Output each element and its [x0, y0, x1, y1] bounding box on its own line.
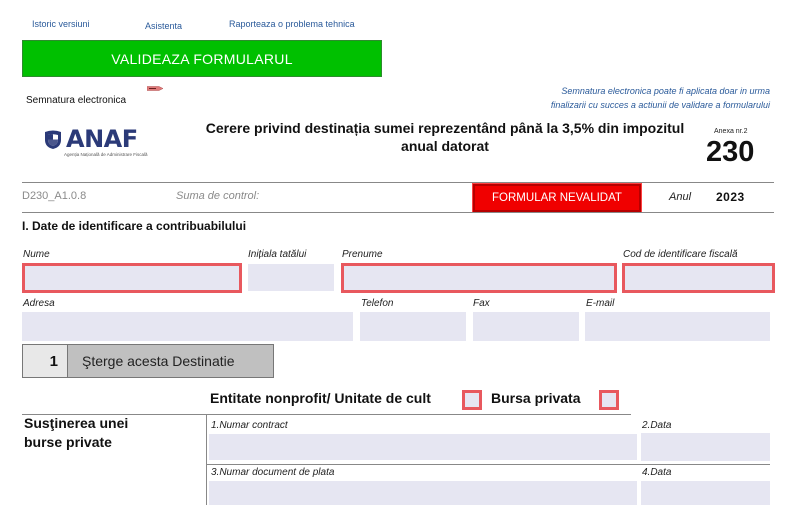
divider — [22, 212, 774, 213]
delete-destination-button[interactable]: Şterge acesta Destinatie — [67, 344, 274, 378]
year-label: Anul — [669, 191, 692, 203]
email-label: E-mail — [586, 298, 615, 309]
telefon-label: Telefon — [361, 298, 394, 309]
checksum-label: Suma de control: — [176, 190, 260, 202]
email-input[interactable] — [585, 312, 770, 341]
nonprofit-option-label: Entitate nonprofit/ Unitate de cult — [210, 390, 431, 406]
anaf-logo — [44, 125, 164, 162]
private-scholarship-option-label: Bursa privata — [491, 390, 581, 406]
payment-doc-label: 3.Numar document de plata — [211, 467, 335, 478]
signature-note: Semnatura electronica poate fi aplicata doar in urma finalizarii cu succes a actiunii de validare a formularului — [550, 86, 770, 110]
nume-label: Nume — [23, 249, 50, 260]
destination-number: 1 — [22, 344, 68, 378]
year-value: 2023 — [716, 190, 745, 204]
private-scholarship-checkbox[interactable] — [599, 390, 619, 410]
initiala-input[interactable] — [248, 264, 334, 291]
validate-form-button[interactable]: VALIDEAZA FORMULARUL — [22, 40, 382, 77]
history-link[interactable]: Istoric versiuni — [32, 19, 90, 29]
cif-input[interactable] — [622, 263, 775, 293]
divider — [206, 414, 207, 505]
electronic-signature-label: Semnatura electronica — [26, 95, 127, 106]
contract-number-label: 1.Numar contract — [211, 420, 288, 431]
form-number: 230 — [706, 136, 755, 168]
nume-input[interactable] — [22, 263, 242, 293]
nonprofit-checkbox[interactable] — [462, 390, 482, 410]
prenume-label: Prenume — [342, 249, 383, 260]
form-version: D230_A1.0.8 — [22, 190, 87, 202]
date2-input[interactable] — [641, 481, 770, 505]
shield-icon — [44, 130, 62, 150]
prenume-input[interactable] — [341, 263, 617, 293]
status-badge: FORMULAR NEVALIDAT — [473, 184, 641, 212]
fax-input[interactable] — [473, 312, 579, 341]
initiala-label: Inițiala tatălui — [248, 249, 307, 260]
cif-label: Cod de identificare fiscală — [623, 249, 738, 260]
logo-text: ANAF — [66, 125, 138, 153]
divider — [206, 464, 770, 465]
adresa-label: Adresa — [23, 298, 55, 309]
payment-doc-input[interactable] — [209, 481, 637, 505]
help-link[interactable]: Asistenta — [145, 21, 183, 31]
destination-section-name: Susţinerea unei burse private — [24, 415, 129, 450]
annex-label: Anexa nr.2 — [714, 128, 748, 135]
pen-icon[interactable] — [147, 86, 163, 91]
date2-label: 4.Data — [642, 467, 672, 478]
date1-input[interactable] — [641, 433, 770, 461]
report-problem-link[interactable]: Raporteaza o problema tehnica — [229, 19, 355, 29]
adresa-input[interactable] — [22, 312, 353, 341]
logo-subtitle: Agenția Națională de Administrare Fiscală — [64, 152, 148, 157]
fax-label: Fax — [473, 298, 490, 309]
date1-label: 2.Data — [642, 420, 672, 431]
section-title: I. Date de identificare a contribuabilului — [22, 219, 247, 233]
contract-number-input[interactable] — [209, 434, 637, 460]
telefon-input[interactable] — [360, 312, 466, 341]
divider — [22, 182, 774, 183]
form-title: Cerere privind destinația sumei reprezentând până la 3,5% din impozitul anual datorat — [205, 120, 685, 154]
